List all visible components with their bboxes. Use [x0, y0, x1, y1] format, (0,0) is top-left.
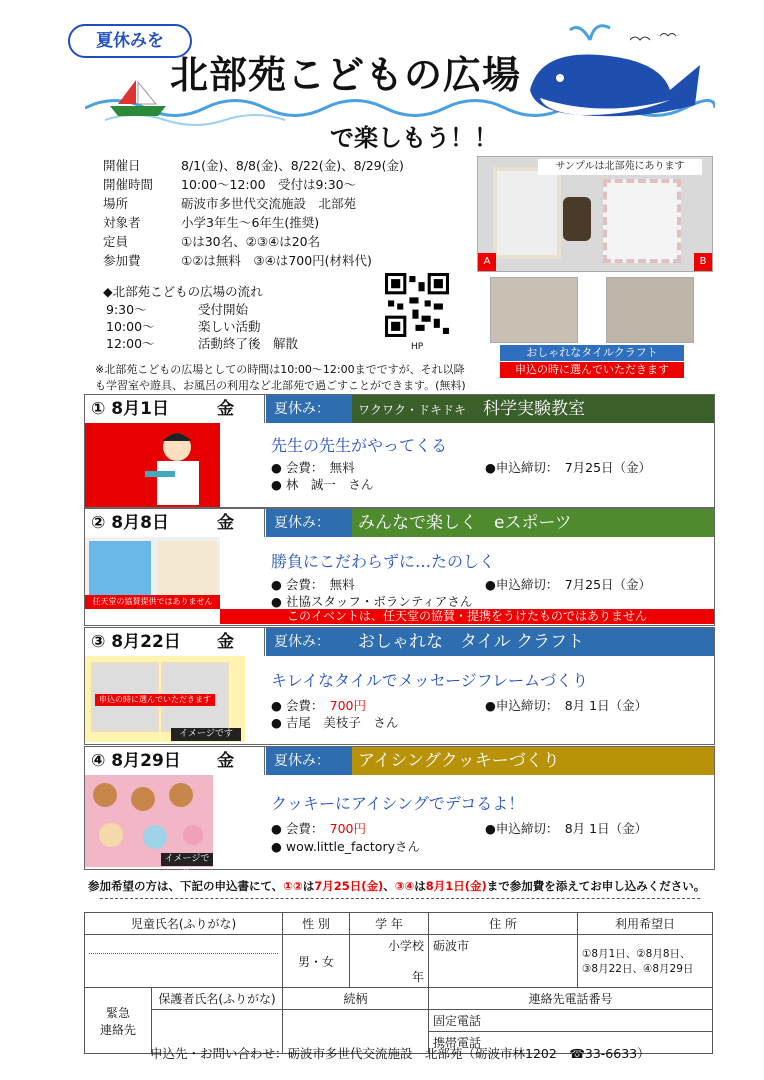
- emergency-label: 緊急 連絡先: [85, 988, 152, 1054]
- event-disclaimer: このイベントは、任天堂の協賛・提携をうけたものではありません: [220, 609, 714, 624]
- event-header: [85, 509, 714, 537]
- form-header-sex: 性 別: [283, 913, 350, 935]
- event-label: 夏休み：: [266, 628, 352, 656]
- event-block: [84, 627, 715, 745]
- game-box-image: [85, 537, 220, 609]
- cut-line: [100, 898, 700, 899]
- photo-caption: サンプルは北部苑にあります: [538, 159, 702, 175]
- image-note: イメージです: [161, 853, 213, 866]
- info-target: 対象者 小学3年生～6年生(推奨): [103, 215, 320, 230]
- tile-photo: [606, 277, 694, 343]
- event-title: おしゃれな タイル クラフト: [352, 628, 714, 656]
- mobile-field[interactable]: 携帯電話: [429, 1032, 713, 1054]
- event-deadline: ●申込締切： 8月 1日（金）: [485, 821, 648, 836]
- dates-field[interactable]: ①8月1日、②8月8日、 ③8月22日、④8月29日: [578, 935, 713, 988]
- sex-field[interactable]: 男・女: [283, 935, 350, 988]
- event-block: [84, 394, 715, 508]
- application-form: [84, 912, 713, 1054]
- event-fee: ● 会費： 無料: [271, 460, 355, 475]
- image-note: イメージです: [171, 728, 241, 741]
- flow-desc: 活動終了後 解散: [198, 336, 299, 351]
- event-subtitle: 勝負にこだわらずに…たのしく: [271, 552, 496, 571]
- event-block: [84, 746, 715, 877]
- event-label: 夏休み：: [266, 747, 352, 775]
- note-text: ※北部苑こどもの広場としての時間は10:00～12:00までですが、それ以降も学習室や遊具、お風呂の利用など北部苑で過ごすことができます。(無料): [95, 363, 466, 392]
- form-header-relation: 続柄: [283, 988, 429, 1010]
- apply-instructions: 参加希望の方は、下記の申込書にて、①②は7月25日(金)、③④は8月1日(金)まで参加費を添えてお申し込みください。: [88, 879, 706, 893]
- craft-choose-caption: 申込の時に選んでいただきます: [500, 362, 684, 378]
- event-fee: ● 会費： 700円: [271, 698, 367, 713]
- form-header-phone: 連絡先電話番号: [429, 988, 713, 1010]
- birds-icon: [630, 30, 690, 50]
- footer-contact: 申込先・お問い合わせ：砺波市多世代交流施設 北部苑（砺波市林1202 ☎33-6633）: [150, 1046, 650, 1061]
- grade-field[interactable]: 小学校 年: [350, 935, 429, 988]
- event-deadline: ●申込締切： 7月25日（金）: [485, 577, 652, 592]
- info-place: 場所 砺波市多世代交流施設 北部苑: [103, 196, 357, 211]
- event-subtitle: キレイなタイルでメッセージフレームづくり: [271, 671, 589, 690]
- form-header-name: 児童氏名(ふりがな): [85, 913, 283, 935]
- event-label: 夏休み：: [266, 509, 352, 537]
- image-disclaimer: 任天堂の協賛提供ではありません: [85, 595, 220, 609]
- landline-field[interactable]: 固定電話: [429, 1010, 713, 1032]
- event-header: [85, 628, 714, 656]
- event-label: 夏休み：: [266, 395, 352, 423]
- tile-photo: [490, 277, 578, 343]
- event-header: [85, 747, 714, 775]
- craft-caption: おしゃれなタイルクラフト: [500, 345, 684, 361]
- info-fee: 参加費 ①②は無料 ③④は700円(材料代): [103, 253, 372, 268]
- flow-desc: 楽しい活動: [198, 319, 261, 334]
- info-capacity: 定員 ①は30名、②③④は20名: [103, 234, 321, 249]
- child-name-field[interactable]: [85, 935, 283, 988]
- event-deadline: ●申込締切： 7月25日（金）: [485, 460, 652, 475]
- event-host: ● 林 誠一 さん: [271, 477, 374, 492]
- flow-time: 9:30～: [106, 302, 147, 317]
- event-host: ● 社協スタッフ・ボランティアさん: [271, 594, 473, 609]
- event-host: ● 吉尾 美枝子 さん: [271, 715, 399, 730]
- title-bubble: 夏休みを: [68, 24, 192, 58]
- event-date: ① 8月1日 金: [85, 395, 265, 423]
- image-caption: 申込の時に選んでいただきます: [95, 694, 215, 706]
- flow-time: 12:00～: [106, 336, 155, 351]
- event-subtitle: クッキーにアイシングでデコるよ！: [271, 794, 525, 813]
- form-header-address: 住 所: [429, 913, 578, 935]
- sailboat-icon: [108, 78, 168, 118]
- info-time: 開催時間 10:00～12:00 受付は9:30～: [103, 177, 357, 192]
- address-field[interactable]: 砺波市: [429, 935, 578, 988]
- page-subtitle: で楽しもう！！: [330, 124, 498, 152]
- event-deadline: ●申込締切： 8月 1日（金）: [485, 698, 648, 713]
- form-header-guardian: 保護者氏名(ふりがな): [152, 988, 283, 1010]
- flow-heading: ◆北部苑こどもの広場の流れ: [103, 284, 263, 299]
- event-fee: ● 会費： 700円: [271, 821, 367, 836]
- event-title: みんなで楽しく eスポーツ: [352, 509, 714, 537]
- flow-time: 10:00～: [106, 319, 155, 334]
- tile-frame-image: [85, 656, 245, 742]
- event-title: ワクワク・ドキドキ 科学実験教室: [352, 395, 714, 423]
- qr-label: HP: [411, 342, 424, 352]
- form-header-grade: 学 年: [350, 913, 429, 935]
- info-date: 開催日 8/1(金)、8/8(金)、8/22(金)、8/29(金): [103, 158, 404, 173]
- photo-label-b: B: [694, 253, 712, 271]
- event-title: アイシングクッキーづくり: [352, 747, 714, 775]
- scientist-illustration: [85, 423, 220, 507]
- sample-photo: [477, 156, 713, 272]
- event-date: ② 8月8日 金: [85, 509, 265, 537]
- event-date: ③ 8月22日 金: [85, 628, 265, 656]
- event-subtitle: 先生の先生がやってくる: [271, 436, 448, 455]
- flow-desc: 受付開始: [198, 302, 249, 317]
- event-block: [84, 508, 715, 626]
- event-host: ● wow.little_factoryさん: [271, 839, 420, 854]
- cookie-image: [85, 775, 213, 877]
- photo-label-a: A: [478, 253, 496, 271]
- qr-code-icon[interactable]: [385, 273, 449, 337]
- form-header-dates: 利用希望日: [578, 913, 713, 935]
- event-header: [85, 395, 714, 423]
- event-fee: ● 会費： 無料: [271, 577, 355, 592]
- event-date: ④ 8月29日 金: [85, 747, 265, 775]
- page-title: 北部苑こどもの広場: [170, 53, 522, 97]
